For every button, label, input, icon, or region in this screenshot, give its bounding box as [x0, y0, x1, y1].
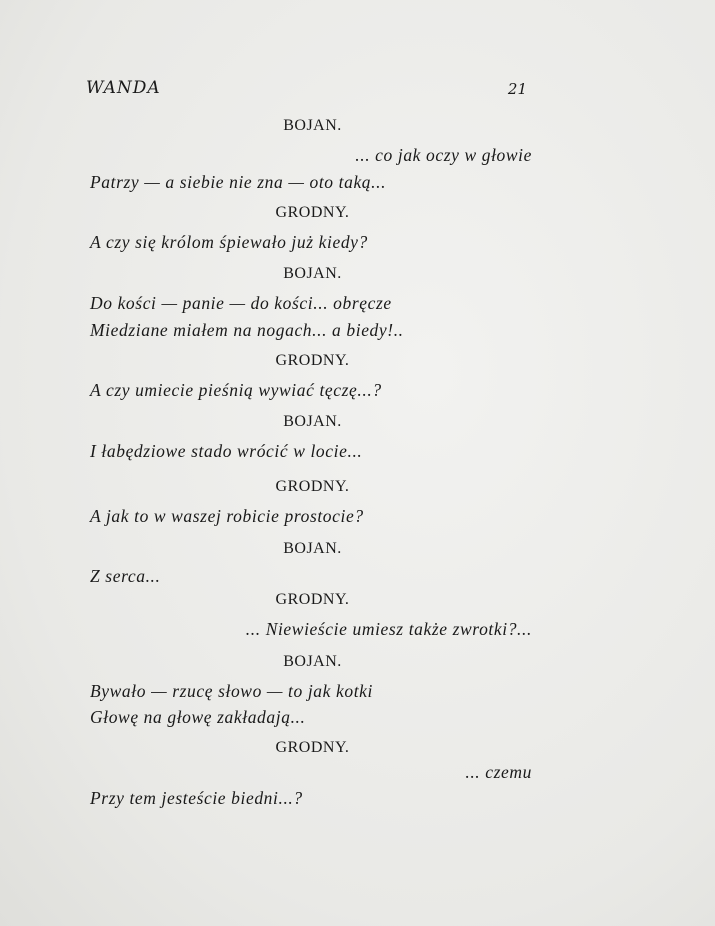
- verse-line: Miedziane miałem na nogach... a biedy!..: [90, 320, 404, 340]
- verse-line: Przy tem jesteście biedni...?: [90, 788, 303, 808]
- speaker-name: GRODNY.: [275, 204, 350, 221]
- speaker-name: GRODNY.: [275, 591, 350, 608]
- verse-line: ... co jak oczy w głowie: [355, 145, 532, 165]
- verse-line: Patrzy — a siebie nie zna — oto taką...: [90, 172, 387, 192]
- verse-line: Do kości — panie — do kości... obręcze: [90, 293, 392, 313]
- speaker-name: BOJAN.: [283, 540, 342, 557]
- running-title: WANDA: [86, 78, 161, 98]
- verse-line: A jak to w waszej robicie prostocie?: [90, 506, 364, 526]
- speaker-name: BOJAN.: [283, 117, 342, 134]
- speaker-name: GRODNY.: [275, 478, 350, 495]
- speaker-name: GRODNY.: [275, 739, 350, 756]
- verse-line: I łabędziowe stado wrócić w locie...: [90, 441, 363, 461]
- verse-line: ... Niewieście umiesz także zwrotki?...: [245, 619, 532, 639]
- page-number: 21: [507, 80, 527, 98]
- verse-line: A czy umiecie pieśnią wywiać tęczę...?: [90, 380, 382, 400]
- verse-line: Głowę na głowę zakładają...: [90, 707, 306, 727]
- speaker-name: BOJAN.: [283, 265, 342, 282]
- verse-line: A czy się królom śpiewało już kiedy?: [90, 232, 368, 252]
- speaker-name: BOJAN.: [283, 413, 342, 430]
- verse-line: Bywało — rzucę słowo — to jak kotki: [90, 681, 373, 701]
- verse-line: Z serca...: [90, 566, 161, 586]
- speaker-name: GRODNY.: [275, 352, 350, 369]
- speaker-name: BOJAN.: [283, 653, 342, 670]
- verse-line: ... czemu: [465, 762, 532, 782]
